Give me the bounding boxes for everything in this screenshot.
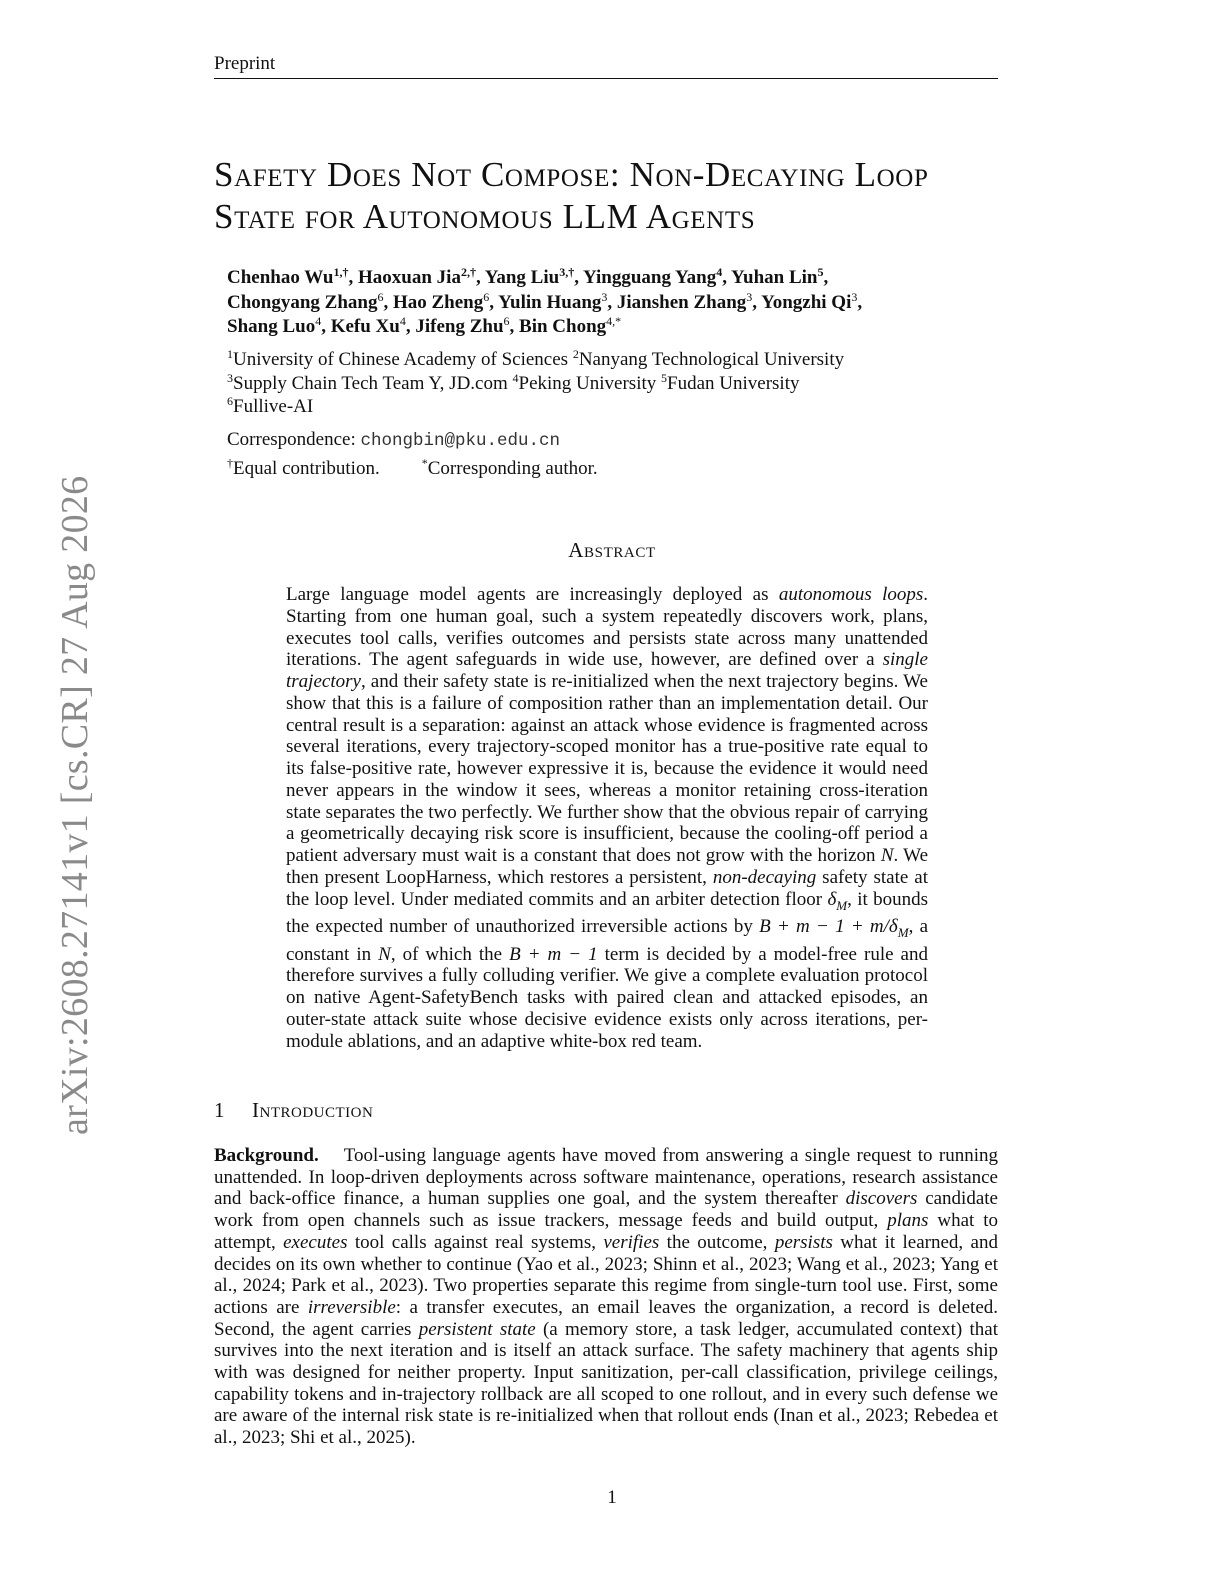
- author-name: Shang Luo: [227, 316, 316, 337]
- affiliation-list: [227, 348, 1007, 419]
- author-affil-mark: 6: [503, 314, 510, 328]
- affiliation-name: Fudan University: [667, 372, 800, 394]
- affiliation-name: University of Chinese Academy of Sciences: [233, 349, 569, 370]
- author-affil-mark: 4: [399, 314, 406, 328]
- author-line-2: Chongyang Zhang$^6$, Hao Zheng$^6$, Yulin Huang$^3$, Jianshen Zhang$^3$, Yongzhi Qi$^3$,: [227, 289, 863, 313]
- author-affil-mark: 6: [483, 289, 490, 304]
- paragraph-text: what to attempt,: [214, 1210, 999, 1253]
- author-list: [227, 266, 1007, 340]
- abstract-text: . We then present LoopHarness, which restores a persistent,: [286, 845, 929, 888]
- affiliation-name: Peking University: [518, 372, 657, 394]
- author-name: Yuhan Lin: [731, 267, 818, 288]
- paragraph-emphasis: persistent state: [418, 1318, 536, 1340]
- author-name: Jifeng Zhu: [415, 316, 504, 337]
- author-name: Jianshen Zhang: [616, 291, 747, 313]
- abstract-body: [286, 584, 928, 1052]
- author-name: Kefu Xu: [330, 316, 400, 337]
- title-line-1: Safety Does Not Compose: Non-Decaying Loop: [214, 155, 929, 194]
- math-expression: B + m − 1 + m/δ: [759, 916, 898, 938]
- author-name: Bin Chong: [519, 316, 607, 337]
- author-affil-mark: 3,†: [559, 265, 575, 279]
- paper-title: [214, 154, 1014, 238]
- math-subscript: M: [836, 897, 848, 913]
- author-affil-mark: 1,†: [333, 265, 349, 279]
- author-name: Chenhao Wu: [227, 267, 334, 288]
- abstract-text: , it bounds the expected number of unauthorized irreversible actions by: [286, 888, 928, 938]
- author-affil-mark: 5: [817, 265, 824, 279]
- math-variable: N: [880, 845, 894, 866]
- affiliation-line-1: [227, 348, 1007, 372]
- correspondence-email[interactable]: chongbin@pku.edu.cn: [360, 431, 561, 451]
- abstract-text: term is decided by a model-free rule and therefore survives a fully colluding verifier. We give a complete evaluation protocol on native Agent-SafetyBench tasks with paired clean and attacked episodes, an outer-state attack suite whose decisive evidence exists only across iterations, per-module ablations, and an adaptive white-box red team.: [286, 943, 928, 1052]
- paragraph-emphasis: verifies: [603, 1231, 660, 1253]
- paragraph-emphasis: discovers: [845, 1188, 918, 1210]
- author-affil-mark: 2,†: [460, 265, 476, 279]
- affiliation-name: Supply Chain Tech Team Y, JD.com: [233, 372, 508, 394]
- paragraph-emphasis: persists: [774, 1231, 833, 1253]
- author-affil-mark: 4,*: [606, 314, 622, 328]
- contribution-notes: [227, 457, 598, 481]
- abstract-text: safety state at the loop level. Under mediated commits and an arbiter detection floor: [286, 866, 928, 910]
- affiliation-line-3: [227, 395, 1007, 419]
- paragraph-emphasis: executes: [283, 1231, 348, 1253]
- arxiv-stamp: arXiv:2608.27141v1 [cs.CR] 27 Aug 2026: [54, 475, 96, 1135]
- author-affil-mark: 3: [851, 289, 858, 304]
- running-head: Preprint: [214, 52, 998, 79]
- abstract-text: , of which the: [390, 943, 510, 965]
- paragraph-text: Tool-using language agents have moved from answering a single request to running unattended. In loop-driven deployments across software maintenance, operations, research assistance and back-office finance, a human supplies one goal, and the system thereafter: [214, 1145, 998, 1210]
- affiliation-name: Nanyang Technological University: [578, 349, 845, 370]
- math-subscript: M: [897, 924, 909, 940]
- author-name: Yang Liu: [484, 267, 560, 288]
- section-number: 1: [214, 1098, 225, 1122]
- abstract-heading: Abstract: [568, 538, 656, 562]
- equal-contribution-mark: †: [227, 456, 233, 470]
- abstract-text: , a constant in: [286, 916, 929, 965]
- math-expression: B + m − 1: [509, 943, 598, 965]
- author-name: Hao Zheng: [392, 291, 484, 313]
- author-line-1: Chenhao $Wu^{1,\dagger}$, Haoxuan Jia$^{2,\dagger}$, Yang Liu$^{3,\dagger}$, Yingguang Yang$^4$, Yuhan Lin$^5$,: [227, 265, 829, 288]
- author-affil-mark: 6: [377, 289, 384, 304]
- paragraph-lead: Background.: [214, 1145, 319, 1166]
- paragraph-text: (a memory store, a task ledger, accumulated context) that survives into the next iteration and is itself an attack surface. The safety machinery that agents ship with was designed for neither property. Input sanitization, per-call classification, privilege ceilings, capability tokens and in-trajectory rollback are all scoped to one rollout, and in every such defense we are aware of the internal risk state is re-initialized when that rollout ends (Inan et al., 2023; Rebedea et al., 2023; Shi et al., 2025).: [214, 1318, 998, 1449]
- equal-contribution-note: Equal contribution.: [233, 458, 380, 479]
- title-line-2: State for Autonomous LLM Agents: [214, 197, 756, 236]
- affil-number: 2: [572, 347, 579, 361]
- abstract-emphasis: single trajectory: [286, 649, 928, 692]
- author-affil-mark: 3: [746, 289, 753, 304]
- author-affil-mark: 3: [601, 289, 608, 304]
- correspondence-label: Correspondence:: [227, 429, 356, 450]
- math-variable: δ: [827, 888, 837, 910]
- author-name: Chongyang Zhang: [227, 291, 378, 313]
- section-title: Introduction: [252, 1098, 374, 1122]
- paragraph-emphasis: plans: [887, 1210, 929, 1232]
- section-heading-introduction: [214, 1098, 373, 1123]
- author-name: Yingguang Yang: [583, 267, 717, 288]
- author-affil-mark: 4: [315, 314, 322, 328]
- correspondence: [227, 428, 560, 453]
- math-variable: N: [378, 943, 391, 965]
- abstract-emphasis: autonomous loops: [778, 584, 924, 605]
- paragraph-text: the outcome,: [659, 1231, 775, 1253]
- paragraph-text: what it learned, and decides on its own whether to continue (Yao et al., 2023; Shinn et al., 2023; Wang et al., 2023; Yang et al., 2024; Park et al., 2023). Two properties separate this regime from single-turn tool use. First, some actions are: [214, 1231, 998, 1318]
- abstract-text: Large language model agents are increasingly deployed as: [286, 584, 779, 605]
- corresponding-author-mark: *: [421, 456, 428, 470]
- abstract-emphasis: non-decaying: [712, 866, 817, 888]
- paragraph-text: tool calls against real systems,: [347, 1231, 604, 1253]
- author-affil-mark: 4: [716, 265, 723, 279]
- abstract-text: , and their safety state is re-initialized when the next trajectory begins. We show that this is a failure of composition rather than an implementation detail. Our central result is a separation: against an attack whose evidence is fragmented across several iterations, every trajectory-scoped monitor has a true-positive rate equal to its false-positive rate, however expressive it is, because the evidence it would need never appears in the window it sees, whereas a monitor retaining cross-iteration state separates the two perfectly. We further show that the obvious repair of carrying a geometrically decaying risk score is insufficient, because the cooling-off period a patient adversary must wait is a constant that does not grow with the horizon: [286, 671, 928, 866]
- author-name: Yongzhi Qi: [761, 291, 852, 313]
- paragraph-text: candidate work from open channels such as issue trackers, message feeds and build output,: [214, 1188, 998, 1232]
- affil-number: 6: [227, 394, 233, 408]
- affiliation-name: Fullive-AI: [233, 396, 314, 417]
- corresponding-author-note: Corresponding author.: [427, 458, 598, 479]
- abstract-text: . Starting from one human goal, such a system repeatedly discovers work, plans, executes tool calls, verifies outcomes and persists state across many unattended iterations. The agent safeguards in wide use, however, are defined over a: [286, 584, 928, 671]
- affiliation-line-2: [227, 372, 1007, 396]
- author-name: Yulin Huang: [498, 291, 602, 313]
- affil-number: 4: [512, 370, 519, 385]
- affil-number: 3: [227, 370, 233, 385]
- author-name: Haoxuan Jia: [358, 267, 461, 288]
- paragraph-text: : a transfer executes, an email leaves the organization, a record is deleted. Second, the agent carries: [214, 1296, 999, 1340]
- author-line-3: Shang Luo$^4$, Kefu Xu$^4$, Jifeng Zhu$^6$, Bin Chong$^{4,*}$: [227, 314, 622, 337]
- page-number: 1: [607, 1487, 617, 1508]
- affil-number: 5: [661, 370, 668, 385]
- affil-number: 1: [227, 347, 233, 361]
- paragraph-emphasis: irreversible: [307, 1296, 396, 1318]
- background-paragraph: [214, 1145, 998, 1449]
